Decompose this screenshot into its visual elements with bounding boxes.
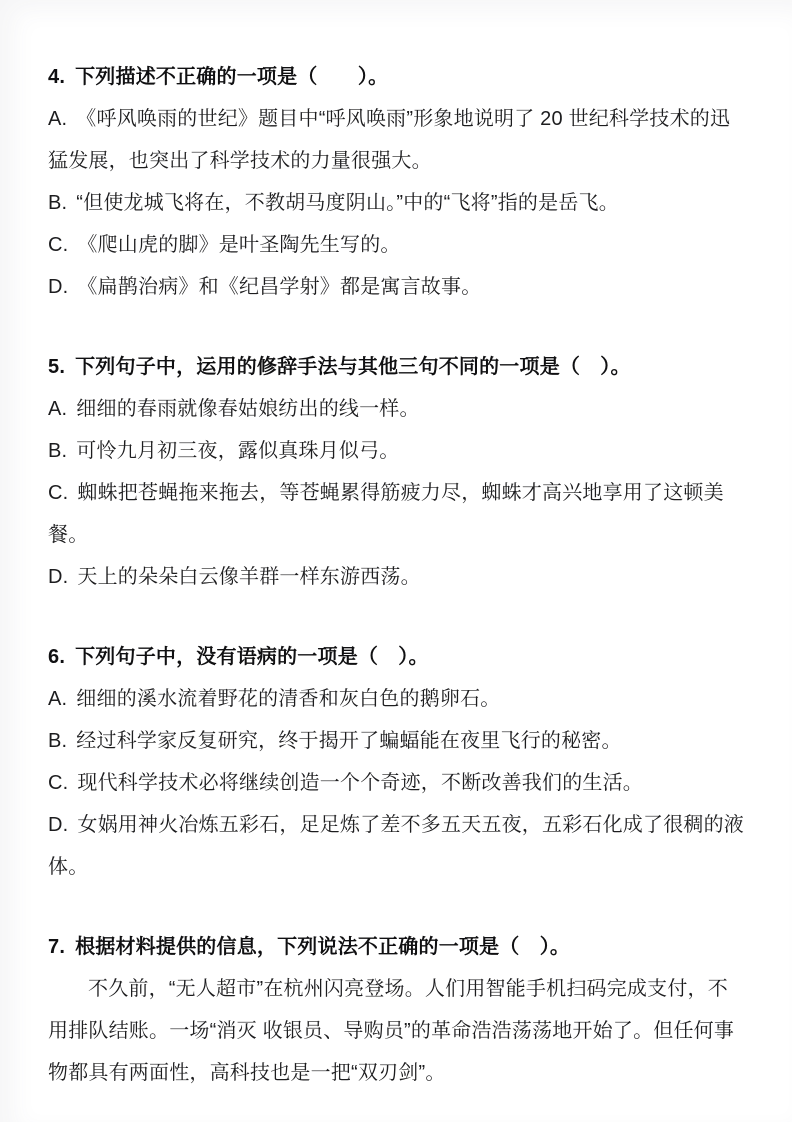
question-4-stem-text: 下列描述不正确的一项是（ ）。: [75, 66, 389, 88]
question-5-option-a: [48, 388, 748, 430]
question-5: [48, 346, 748, 598]
option-text: 蜘蛛把苍蝇拖来拖去，等苍蝇累得筋疲力尽，蜘蛛才高兴地享用了这顿美餐。: [48, 482, 724, 546]
option-letter: A.: [48, 108, 68, 130]
option-letter: A.: [48, 398, 68, 420]
question-4: [48, 56, 748, 308]
question-6: [48, 636, 748, 888]
option-text: 细细的春雨就像春姑娘纺出的线一样。: [76, 398, 420, 420]
question-6-stem: [48, 636, 748, 678]
question-5-number: 5.: [48, 356, 66, 378]
question-6-option-a: [48, 678, 748, 720]
option-text: 女娲用神火冶炼五彩石，足足炼了差不多五天五夜，五彩石化成了很稠的液体。: [48, 814, 745, 878]
question-7: [48, 926, 748, 1094]
option-text: 天上的朵朵白云像羊群一样东游西荡。: [77, 566, 421, 588]
question-7-stem: [48, 926, 748, 968]
option-letter: D.: [48, 276, 69, 298]
question-5-stem-text: 下列句子中，运用的修辞手法与其他三句不同的一项是（ ）。: [75, 356, 631, 378]
option-text: 《呼风唤雨的世纪》题目中“呼风唤雨”形象地说明了 20 世纪科学技术的迅猛发展，也突出了科学技术的力量很强大。: [48, 108, 731, 172]
option-text: 可怜九月初三夜，露似真珠月似弓。: [76, 440, 400, 462]
question-6-stem-text: 下列句子中，没有语病的一项是（ ）。: [75, 646, 429, 668]
option-letter: D.: [48, 566, 69, 588]
question-4-option-b: [48, 182, 748, 224]
option-text: 现代科学技术必将继续创造一个个奇迹，不断改善我们的生活。: [77, 772, 644, 794]
question-7-passage: 不久前，“无人超市”在杭州闪亮登场。人们用智能手机扫码完成支付，不用排队结账。一场“消灭 收银员、导购员”的革命浩浩荡荡地开始了。但任何事物都具有两面性，高科技也是一把“双刃剑”。: [48, 978, 735, 1084]
question-4-option-a: [48, 98, 748, 182]
option-text: “但使龙城飞将在，不教胡马度阴山。”中的“飞将”指的是岳飞。: [76, 192, 619, 214]
question-5-option-d: [48, 556, 748, 598]
option-letter: A.: [48, 688, 68, 710]
option-letter: B.: [48, 192, 68, 214]
question-4-stem: [48, 56, 748, 98]
question-5-stem: [48, 346, 748, 388]
option-letter: D.: [48, 814, 69, 836]
question-6-option-c: [48, 762, 748, 804]
question-4-number: 4.: [48, 66, 66, 88]
question-5-option-b: [48, 430, 748, 472]
question-6-option-b: [48, 720, 748, 762]
option-text: 细细的溪水流着野花的清香和灰白色的鹅卵石。: [76, 688, 501, 710]
option-text: 经过科学家反复研究，终于揭开了蝙蝠能在夜里飞行的秘密。: [76, 730, 622, 752]
option-letter: B.: [48, 440, 68, 462]
question-7-stem-text: 根据材料提供的信息，下列说法不正确的一项是（ ）。: [75, 936, 571, 958]
option-text: 《扁鹊治病》和《纪昌学射》都是寓言故事。: [77, 276, 482, 298]
question-4-option-c: [48, 224, 748, 266]
option-letter: C.: [48, 234, 69, 256]
question-6-number: 6.: [48, 646, 66, 668]
option-letter: B.: [48, 730, 68, 752]
question-7-number: 7.: [48, 936, 66, 958]
question-4-option-d: [48, 266, 748, 308]
question-5-option-c: [48, 472, 748, 556]
question-6-option-d: [48, 804, 748, 888]
option-letter: C.: [48, 482, 69, 504]
option-letter: C.: [48, 772, 69, 794]
option-text: 《爬山虎的脚》是叶圣陶先生写的。: [77, 234, 401, 256]
